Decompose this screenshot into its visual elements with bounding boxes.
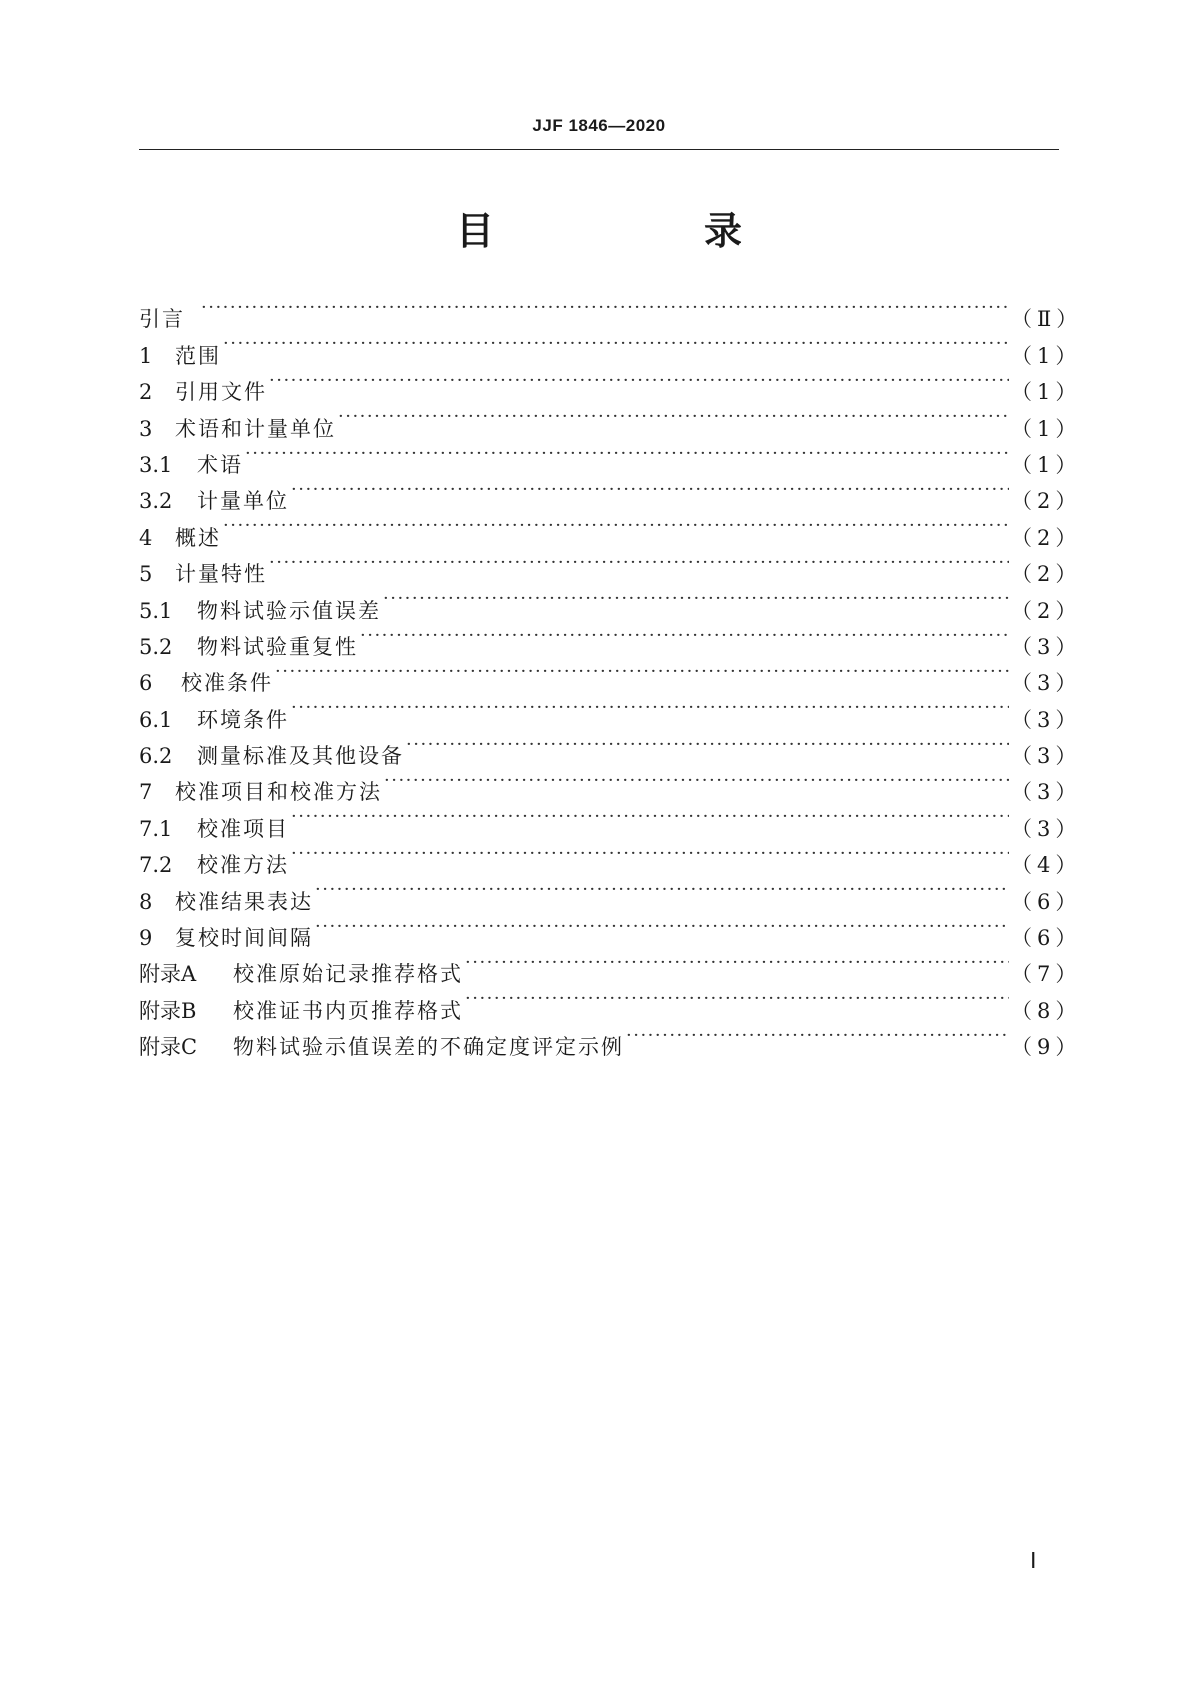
- toc-entry-number: 3.1: [139, 452, 173, 477]
- toc-entry-number: 6: [139, 671, 153, 696]
- header-divider: [139, 149, 1059, 150]
- toc-entry-page: （1）: [1011, 380, 1082, 405]
- toc-entry-label: 概述: [175, 525, 221, 550]
- toc-leader-dots: [338, 399, 1009, 435]
- toc-entry-page: （1）: [1011, 416, 1082, 441]
- toc-entry[interactable]: [139, 581, 1082, 623]
- toc-entry-number: 6.2: [139, 744, 173, 769]
- toc-leader-dots: [465, 945, 1009, 981]
- toc-entry-label: 校准条件: [181, 671, 273, 696]
- toc-entry-label: 校准证书内页推荐格式: [233, 998, 463, 1023]
- toc-title: 目 录: [455, 209, 828, 253]
- toc-entry-number: 附录B: [139, 998, 197, 1023]
- toc-entry-label: 物料试验示值误差: [197, 598, 381, 623]
- toc-leader-dots: [291, 472, 1009, 508]
- toc-entry-page: （2）: [1011, 598, 1082, 623]
- toc-entry-number: 6.1: [139, 707, 173, 732]
- toc-entry-label: 范围: [175, 343, 221, 368]
- toc-entry-page: （3）: [1011, 744, 1082, 769]
- toc-entry-number: 9: [139, 926, 153, 951]
- toc-entry-page: （2）: [1011, 489, 1082, 514]
- toc-entry-label: 复校时间间隔: [175, 926, 313, 951]
- toc-entry-label: 校准结果表达: [175, 889, 313, 914]
- toc-entry[interactable]: [139, 399, 1082, 441]
- toc-entry-page: （3）: [1011, 780, 1082, 805]
- toc-entry-number: 5.2: [139, 634, 173, 659]
- toc-entry-number: 2: [139, 380, 153, 405]
- toc-entry-page: （7）: [1011, 962, 1082, 987]
- toc-entry-label: 物料试验示值误差的不确定度评定示例: [233, 1035, 624, 1060]
- toc-entry-page: （3）: [1011, 671, 1082, 696]
- toc-entry-page: （2）: [1011, 562, 1082, 587]
- toc-entry-label: 环境条件: [197, 707, 289, 732]
- toc-entry-page: （3）: [1011, 707, 1082, 732]
- toc-entry[interactable]: [139, 654, 1082, 696]
- toc-entry-number: 附录C: [139, 1035, 198, 1060]
- toc-entry-number: 3.2: [139, 489, 173, 514]
- toc-entry-label: 术语: [197, 452, 243, 477]
- toc-leader-dots: [315, 909, 1009, 945]
- toc-entry[interactable]: [139, 290, 1083, 332]
- toc-leader-dots: [384, 763, 1009, 799]
- toc-entry[interactable]: [139, 326, 1082, 368]
- toc-entry-page: （3）: [1011, 634, 1082, 659]
- page-header: JJF 1846—2020: [532, 116, 666, 135]
- toc-entry-number: 5: [139, 562, 153, 587]
- toc-entry-number: 8: [139, 889, 153, 914]
- toc-leader-dots: [315, 872, 1009, 908]
- page-number: Ⅰ: [1030, 1548, 1037, 1573]
- toc-leader-dots: [383, 581, 1009, 617]
- toc-leader-dots: [291, 690, 1009, 726]
- toc-entry[interactable]: [139, 690, 1082, 732]
- toc-entry-label: 计量单位: [197, 489, 289, 514]
- toc-entry-label: 引用文件: [175, 380, 267, 405]
- toc-entry-number: 4: [139, 525, 153, 550]
- toc-leader-dots: [245, 436, 1009, 472]
- toc-leader-dots: [223, 508, 1009, 544]
- toc-leader-dots: [275, 654, 1009, 690]
- toc-entry-number: 7.2: [139, 853, 173, 878]
- toc-entry-number: 1: [139, 343, 153, 368]
- toc-entry[interactable]: [139, 545, 1082, 587]
- toc-entry-page: （8）: [1011, 998, 1082, 1023]
- toc-entry-label: 校准项目和校准方法: [175, 780, 382, 805]
- toc-leader-dots: [223, 326, 1009, 362]
- toc-leader-dots: [360, 618, 1009, 654]
- toc-entry-number: 7: [139, 780, 153, 805]
- toc-entry-page: （1）: [1011, 343, 1082, 368]
- toc-leader-dots: [269, 545, 1009, 581]
- toc-entry-number: 7.1: [139, 816, 173, 841]
- toc-entry-number: 5.1: [139, 598, 173, 623]
- toc-entry[interactable]: [139, 508, 1082, 550]
- toc-entry[interactable]: [139, 436, 1082, 477]
- toc-entry-label: 物料试验重复性: [197, 634, 358, 659]
- toc-entry-page: （9）: [1011, 1035, 1082, 1060]
- toc-entry[interactable]: [139, 363, 1082, 405]
- toc-entry-label: 校准原始记录推荐格式: [233, 962, 463, 987]
- toc-entry-page: （6）: [1011, 889, 1082, 914]
- toc-leader-dots: [291, 799, 1009, 835]
- toc-leader-dots: [626, 1018, 1009, 1054]
- toc-entry-page: （2）: [1011, 525, 1082, 550]
- toc-entry-number: 附录A: [139, 962, 197, 987]
- toc-entry-label: 计量特性: [175, 562, 267, 587]
- toc-entry-page: （Ⅱ）: [1011, 307, 1083, 332]
- toc-entry-label: 引言: [139, 307, 185, 332]
- toc-leader-dots: [201, 290, 1009, 326]
- toc-entry-label: 测量标准及其他设备: [197, 744, 404, 769]
- toc-entry-page: （6）: [1011, 926, 1082, 951]
- toc-entry-label: 校准方法: [197, 853, 289, 878]
- toc-entry-number: 3: [139, 416, 153, 441]
- toc-entry-page: （4）: [1011, 853, 1082, 878]
- toc-entry-label: 术语和计量单位: [175, 416, 336, 441]
- toc-leader-dots: [465, 981, 1009, 1017]
- toc-leader-dots: [406, 727, 1009, 763]
- toc-entry-label: 校准项目: [197, 816, 289, 841]
- toc-entry[interactable]: [139, 472, 1082, 514]
- table-of-contents: [139, 290, 1083, 1060]
- toc-leader-dots: [269, 363, 1009, 399]
- toc-leader-dots: [291, 836, 1009, 872]
- toc-entry-page: （3）: [1011, 816, 1082, 841]
- toc-entry-page: （1）: [1011, 452, 1082, 477]
